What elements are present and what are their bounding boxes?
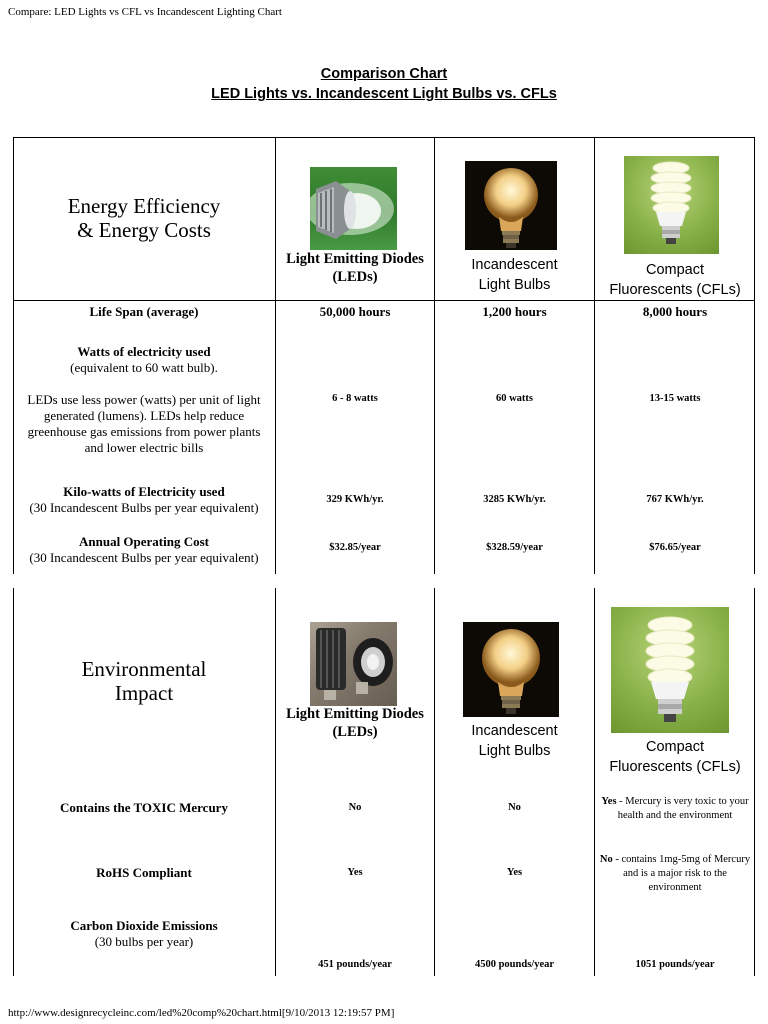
environmental-impact-heading: Environmental Impact (81, 657, 207, 705)
rohs-led: Yes (347, 867, 363, 878)
row-kwh-title: Kilo-watts of Electricity used (63, 484, 225, 499)
document-title (0, 64, 768, 104)
col-header-incandescent-2: Incandescent Light Bulbs (471, 723, 558, 759)
co2-cfl: 1051 pounds/year (635, 959, 715, 970)
row-mercury-title: Contains the TOXIC Mercury (60, 800, 228, 815)
row-watts-sub: (equivalent to 60 watt bulb). (70, 360, 218, 375)
rohs-cfl: No - contains 1mg-5mg of Mercury and is a major risk to the environment (599, 854, 751, 893)
col-header-cfl: Compact Fluorescents (CFLs) (609, 262, 741, 298)
row-cost-title: Annual Operating Cost (78, 534, 210, 549)
life-span-cfl: 8,000 hours (642, 304, 708, 319)
title-line-1: Comparison Chart (320, 66, 448, 82)
mercury-cfl: Yes - Mercury is very toxic to your health and the environment (601, 796, 749, 821)
row-co2-sub: (30 bulbs per year) (94, 934, 194, 949)
row-watts-title: Watts of electricity used (77, 344, 211, 359)
environmental-impact-table (13, 588, 755, 976)
life-span-led: 50,000 hours (319, 304, 391, 319)
title-line-2: LED Lights vs. Incandescent Light Bulbs vs. CFLs (211, 86, 557, 102)
col-header-led-2: Light Emitting Diodes (LEDs) (286, 706, 424, 740)
life-span-incandescent: 1,200 hours (482, 304, 547, 319)
cfl-bulb-photo (624, 156, 719, 254)
led-bulb-photo (310, 167, 397, 250)
incandescent-bulb-photo-2 (463, 622, 559, 717)
led-note: LEDs use less power (watts) per unit of light generated (lumens). LEDs help reduce greenhouse gas emissions from power plants and lower electric bills (27, 392, 261, 455)
kwh-incandescent: 3285 KWh/yr. (483, 494, 546, 505)
cost-incandescent: $328.59/year (486, 542, 543, 553)
cost-led: $32.85/year (329, 542, 381, 553)
col-header-incandescent: Incandescent Light Bulbs (471, 257, 558, 293)
browser-page-title: Compare: LED Lights vs CFL vs Incandescent Lighting Chart (8, 6, 282, 18)
row-life-span-title: Life Span (average) (89, 304, 199, 319)
row-co2-title: Carbon Dioxide Emissions (70, 918, 218, 933)
mercury-incandescent: No (508, 802, 521, 813)
rohs-incandescent: Yes (506, 867, 523, 878)
co2-led: 451 pounds/year (318, 959, 392, 970)
incandescent-bulb-photo (465, 161, 557, 250)
col-header-led: Light Emitting Diodes (LEDs) (286, 251, 424, 285)
energy-efficiency-heading: Energy Efficiency & Energy Costs (67, 194, 221, 242)
cfl-bulb-photo-2 (611, 607, 729, 733)
kwh-led: 329 KWh/yr. (326, 494, 384, 505)
mercury-led: No (348, 802, 362, 813)
row-kwh-sub: (30 Incandescent Bulbs per year equivalent) (29, 500, 259, 515)
watts-led: 6 - 8 watts (332, 393, 378, 404)
cost-cfl: $76.65/year (649, 542, 701, 553)
watts-incandescent: 60 watts (495, 393, 534, 404)
col-header-cfl-2: Compact Fluorescents (CFLs) (609, 739, 741, 775)
row-rohs-title: RoHS Compliant (96, 865, 192, 880)
row-cost-sub: (30 Incandescent Bulbs per year equivalent) (29, 550, 259, 565)
co2-incandescent: 4500 pounds/year (474, 959, 555, 970)
kwh-cfl: 767 KWh/yr. (646, 494, 704, 505)
led-downlight-photo (310, 622, 397, 706)
page-url-footer: http://www.designrecycleinc.com/led%20comp%20chart.html[9/10/2013 12:19:57 PM] (8, 1007, 395, 1019)
energy-efficiency-table (13, 137, 755, 574)
watts-cfl: 13-15 watts (649, 393, 701, 404)
